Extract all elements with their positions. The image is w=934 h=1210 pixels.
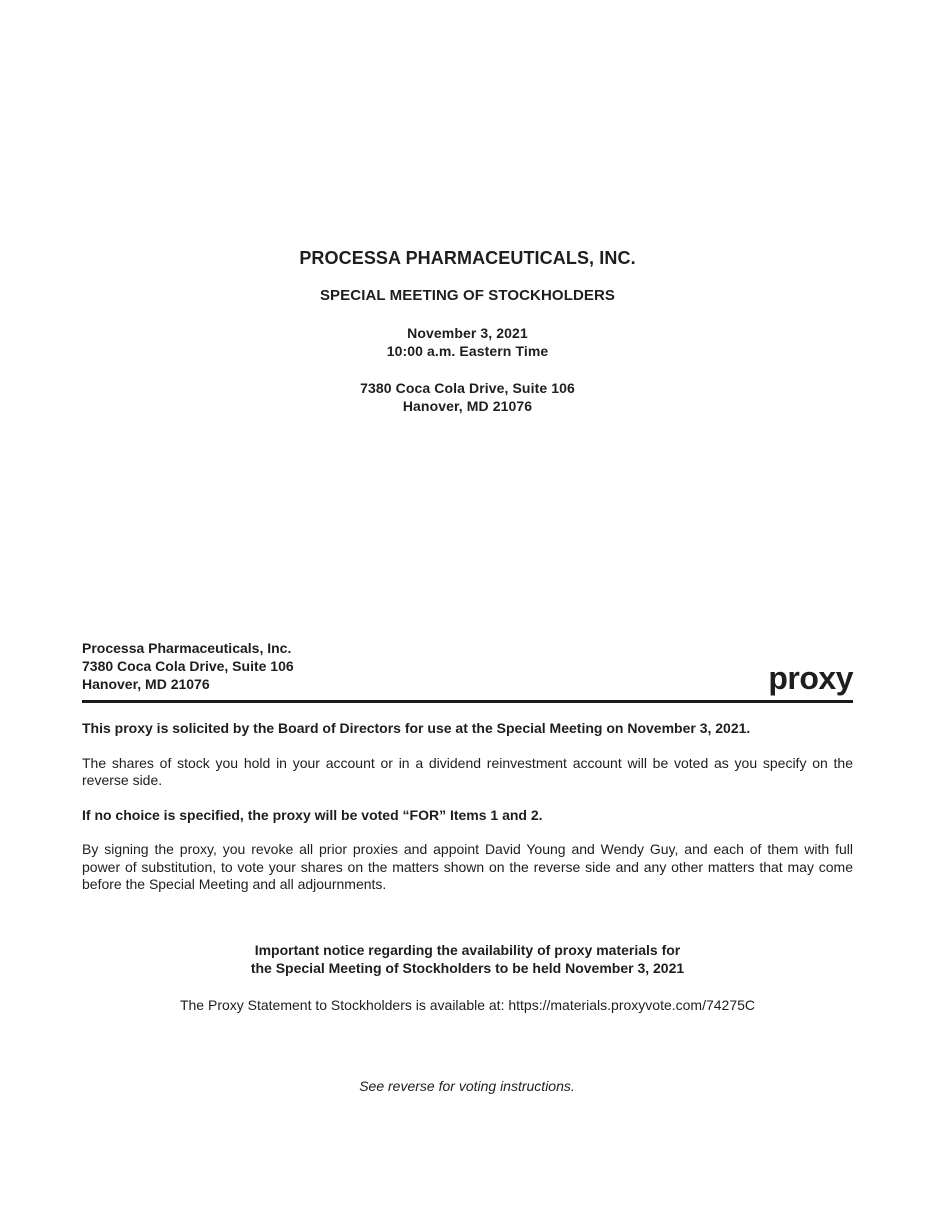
proxy-header <box>82 639 853 703</box>
meeting-date: November 3, 2021 <box>407 325 528 341</box>
sender-address-line1: 7380 Coca Cola Drive, Suite 106 <box>82 658 294 674</box>
important-notice-line1: Important notice regarding the availability of proxy materials for <box>254 941 681 958</box>
sender-company-name: Processa Pharmaceuticals, Inc. <box>82 640 292 656</box>
proxy-label: proxy <box>768 660 853 696</box>
meeting-time: 10:00 a.m. Eastern Time <box>386 343 549 359</box>
important-notice-line2: the Special Meeting of Stockholders to be held November 3, 2021 <box>250 959 685 976</box>
appointment-statement: By signing the proxy, you revoke all prior proxies and appoint David Young and Wendy Guy, and each of them with full power of substitution, to vote your shares on the matters shown on the reverse side and any other matters that may come before the Special Meeting and all adjournments. <box>82 841 853 892</box>
meeting-location <box>82 379 853 415</box>
meeting-header <box>82 0 853 415</box>
proxy-body <box>82 720 853 894</box>
important-notice <box>82 941 853 977</box>
meeting-datetime <box>82 324 853 360</box>
company-name-heading: PROCESSA PHARMACEUTICALS, INC. <box>299 248 636 268</box>
meeting-title: SPECIAL MEETING OF STOCKHOLDERS <box>319 287 616 304</box>
solicitation-statement: This proxy is solicited by the Board of Directors for use at the Special Meeting on November 3, 2021. <box>82 720 751 736</box>
availability-statement: The Proxy Statement to Stockholders is available at: https://materials.proxyvote.com/74275C <box>179 996 756 1013</box>
meeting-address-line1: 7380 Coca Cola Drive, Suite 106 <box>360 380 575 396</box>
voting-instructions-note: See reverse for voting instructions. <box>359 1078 575 1094</box>
meeting-address-line2: Hanover, MD 21076 <box>402 398 533 414</box>
sender-address-block <box>82 639 294 693</box>
shares-statement: The shares of stock you hold in your account or in a dividend reinvestment account will be voted as you specify on the reverse side. <box>82 754 853 788</box>
sender-address-line2: Hanover, MD 21076 <box>82 676 210 692</box>
no-choice-statement: If no choice is specified, the proxy will be voted “FOR” Items 1 and 2. <box>82 806 543 823</box>
